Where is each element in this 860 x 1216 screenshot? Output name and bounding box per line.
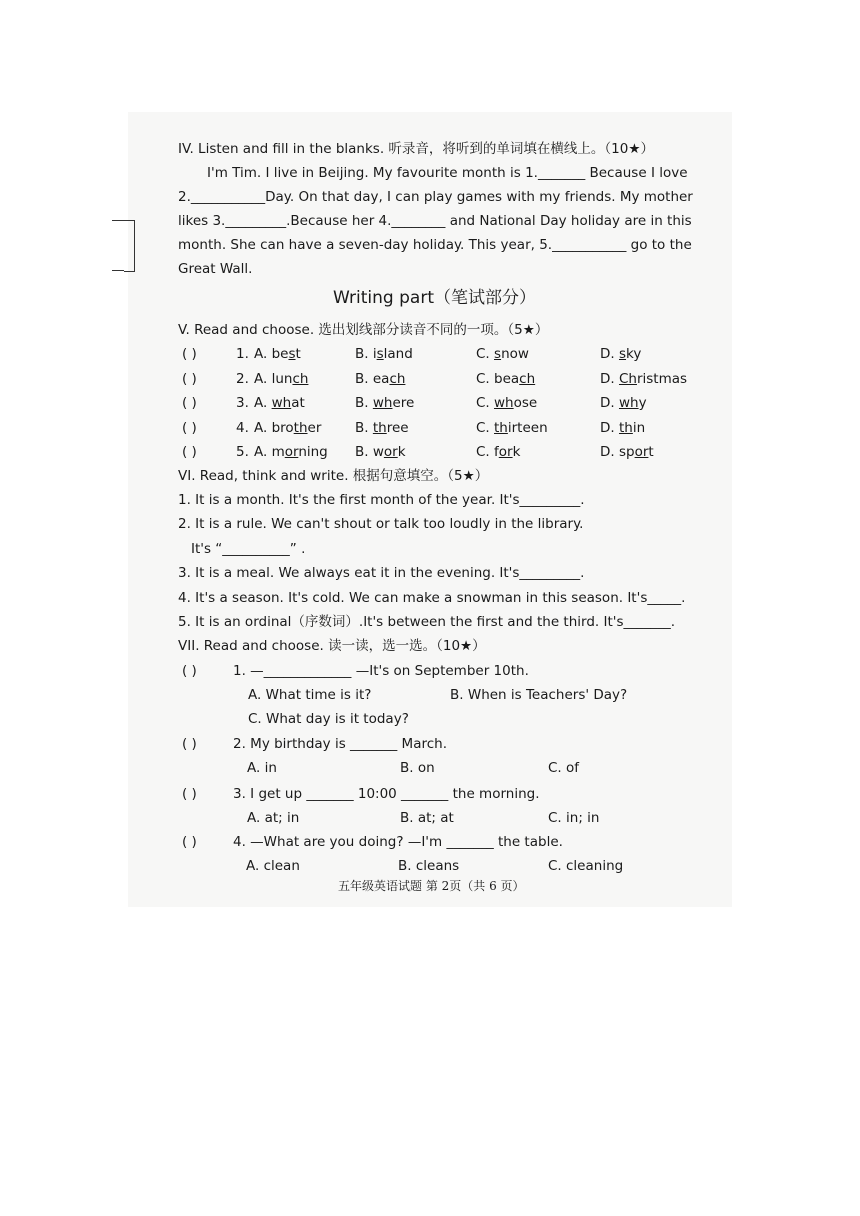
fill-line-2: 2. It is a rule. We can't shout or talk too loudly in the library. [178,516,584,532]
underlined-letters: ch [292,370,309,387]
option-text: k [512,444,521,460]
option-b [355,370,405,388]
underlined-letters: s [618,346,627,362]
option-text: A. be [254,346,289,362]
option-text: B. w [355,444,384,460]
page-footer: 五年级英语试题 第 2页（共 6 页） [338,879,525,893]
option-text: C. f [476,444,499,460]
option-text: land [383,346,413,362]
option-text: C. [476,395,495,411]
option-text: B. [355,419,373,436]
answer-option: A. What time is it? [248,687,372,703]
answer-parentheses[interactable]: ( ) [182,786,197,802]
option-c [476,394,537,412]
question-number: 3. [236,395,249,411]
option-c [476,370,535,388]
underlined-letters: th [293,419,308,436]
option-text: ose [513,395,538,411]
option-d [600,419,645,437]
underlined-letters: wh [494,395,514,411]
answer-parentheses[interactable]: ( ) [182,736,197,752]
underlined-letters: ch [389,370,406,387]
option-text: at [291,395,305,411]
option-c [476,345,529,363]
writing-part-title: Writing part（笔试部分） [333,288,536,308]
underlined-letters: th [494,419,508,436]
option-text: C. [476,346,495,362]
fill-line-4: 4. It's a season. It's cold. We can make a snowman in this season. It's_____. [178,590,686,606]
answer-option: B. at; at [400,810,454,826]
option-b [355,443,406,461]
binding-margin-bracket [124,220,135,272]
answer-parentheses[interactable]: ( ) [182,395,197,411]
option-text: D. [600,419,619,436]
underlined-letters: s [494,346,502,362]
option-text: A. [254,395,272,411]
answer-option: B. When is Teachers' Day? [450,687,628,703]
option-text: D. [600,346,619,362]
underlined-letters: or [284,444,299,460]
option-c [476,419,548,437]
option-a [254,419,321,437]
option-text: B. i [355,346,377,362]
underlined-letters: th [372,419,387,436]
question-stem: 1. —_____________ —It's on September 10th. [233,663,529,679]
option-text: B. ea [355,370,390,387]
option-text: ristmas [636,370,688,387]
passage-line-2: 2.___________Day. On that day, I can play games with my friends. My mother [178,189,693,205]
fill-line-1: 1. It is a month. It's the first month of the year. It's_________. [178,492,585,508]
option-text: A. lun [254,370,293,387]
option-d [600,394,647,412]
section-5-heading: V. Read and choose. 选出划线部分读音不同的一项。（5★） [178,322,549,338]
question-number: 4. [236,419,249,436]
underlined-letters: or [498,444,513,460]
option-text: in [632,419,646,436]
answer-parentheses[interactable]: ( ) [182,834,197,850]
option-text: C. bea [476,370,520,387]
answer-option: A. at; in [247,810,300,826]
option-text: irteen [507,419,548,436]
passage-line-3: likes 3._________.Because her 4.________ and National Day holiday are in this [178,213,692,229]
answer-option: C. in; in [548,810,600,826]
option-text: ning [298,444,328,460]
answer-parentheses[interactable]: ( ) [182,419,197,436]
option-text: B. [355,395,373,411]
underlined-letters: wh [618,395,639,411]
question-stem: 4. —What are you doing? —I'm _______ the table. [233,834,563,850]
answer-option: C. What day is it today? [248,711,409,727]
answer-option: B. cleans [398,858,460,874]
option-d [600,443,654,461]
option-b [355,394,414,412]
option-text: er [307,419,322,436]
option-text: t [648,444,654,460]
option-a [254,370,308,388]
answer-parentheses[interactable]: ( ) [182,346,197,362]
question-number: 5. [236,444,249,460]
fill-line-5: 5. It is an ordinal（序数词）.It's between the first and the third. It's_______. [178,614,676,630]
underlined-letters: th [618,419,633,436]
option-text: ky [626,346,642,362]
underlined-letters: s [288,346,296,362]
option-text: k [397,444,406,460]
option-text: ree [386,419,409,436]
underlined-letters: or [383,444,398,460]
option-b [355,345,413,363]
question-stem: 2. My birthday is _______ March. [233,736,448,752]
answer-parentheses[interactable]: ( ) [182,370,197,387]
option-text: y [638,395,647,411]
underlined-letters: or [634,444,649,460]
option-text: ere [392,395,415,411]
option-a [254,443,328,461]
binding-tick-bottom [112,270,124,271]
underlined-letters: Ch [618,370,637,387]
option-text: A. bro [254,419,294,436]
option-d [600,370,687,388]
option-text: D. sp [600,444,635,460]
question-number: 2. [236,370,249,387]
answer-option: A. in [247,760,277,776]
option-a [254,394,305,412]
option-text: now [501,346,529,362]
passage-line-1: I'm Tim. I live in Beijing. My favourite month is 1._______ Because I love [207,165,688,181]
option-text: D. [600,370,619,387]
fill-line-2-answer: It's “__________” . [191,541,306,557]
passage-line-4: month. She can have a seven-day holiday. This year, 5.___________ go to the [178,237,692,253]
binding-tick-top [112,220,124,221]
option-text: t [295,346,301,362]
underlined-letters: wh [372,395,393,411]
option-text: D. [600,395,619,411]
answer-option: A. clean [246,858,300,874]
option-c [476,443,520,461]
question-number: 1. [236,346,249,362]
option-d [600,345,641,363]
section-6-heading: VI. Read, think and write. 根据句意填空。（5★） [178,468,489,484]
answer-option: B. on [400,760,435,776]
underlined-letters: wh [271,395,292,411]
option-b [355,419,409,437]
section-4-heading: IV. Listen and fill in the blanks. 听录音，将听到的单词填在横线上。（10★） [178,141,654,157]
answer-option: C. of [548,760,580,776]
question-stem: 3. I get up _______ 10:00 _______ the morning. [233,786,540,802]
answer-parentheses[interactable]: ( ) [182,663,197,679]
option-text: A. m [254,444,285,460]
option-text: C. [476,419,495,436]
section-7-heading: VII. Read and choose. 读一读，选一选。（10★） [178,638,486,654]
underlined-letters: ch [519,370,536,387]
answer-option: C. cleaning [548,858,624,874]
option-a [254,345,301,363]
underlined-letters: s [376,346,384,362]
fill-line-3: 3. It is a meal. We always eat it in the evening. It's_________. [178,565,585,581]
passage-line-5: Great Wall. [178,261,253,277]
answer-parentheses[interactable]: ( ) [182,444,197,460]
